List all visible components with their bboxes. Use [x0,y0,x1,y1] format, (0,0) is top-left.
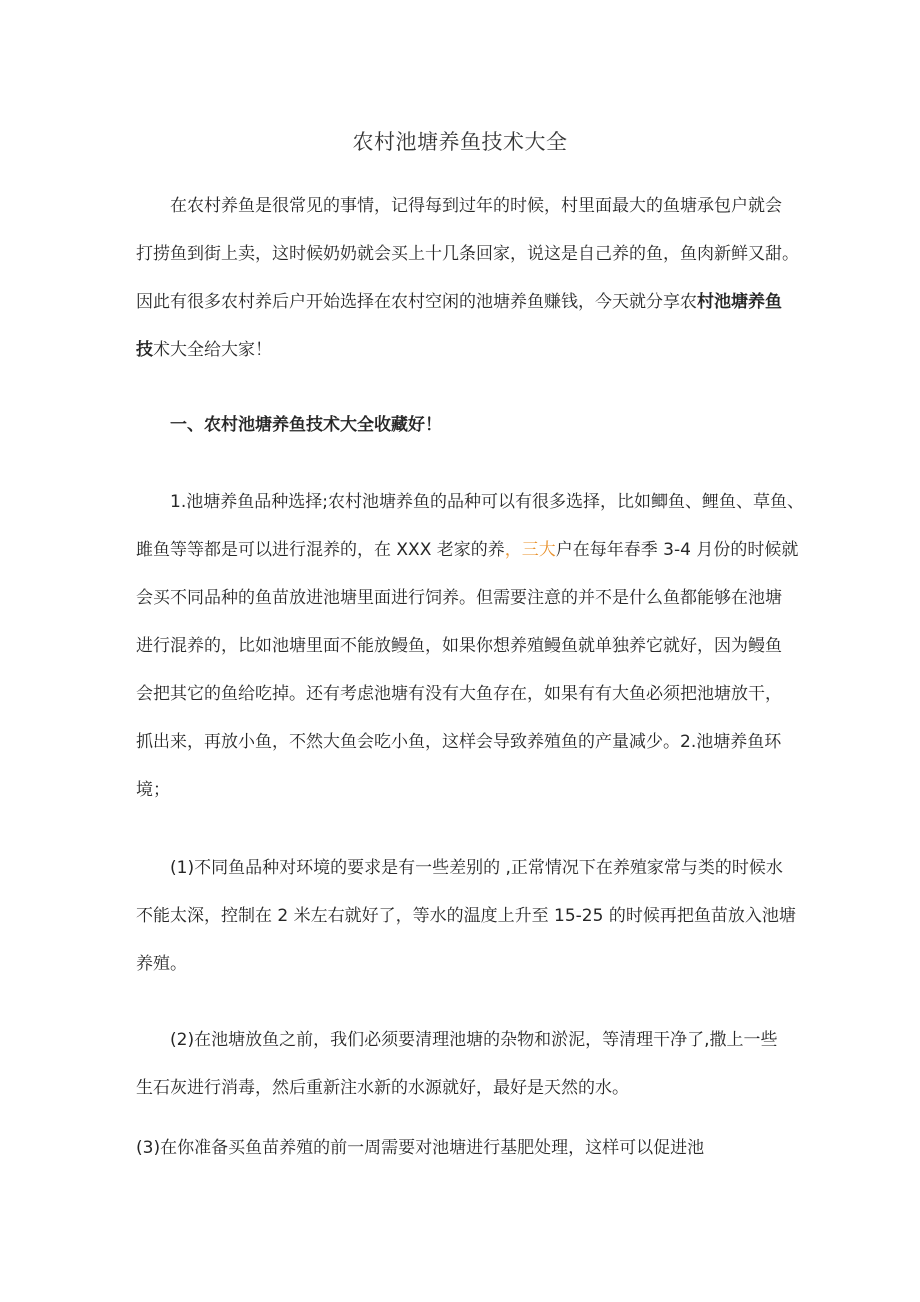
intro-line-4 [136,338,796,362]
para2-line-1: (1)不同鱼品种对环境的要求是有一些差别的 ,正常情况下在养殖家常与类的时候水 [170,858,783,878]
intro-line-3 [136,290,796,314]
intro-line-1: 在农村养鱼是很常见的事情，记得每到过年的时候，村里面最大的鱼塘承包户就会 [170,196,782,216]
document-title: 农村池塘养鱼技术大全 [352,130,568,154]
para1-line-3: 会买不同品种的鱼苗放进池塘里面进行饲养。但需要注意的并不是什么鱼都能够在池塘 [136,588,782,608]
intro-line-4-text: 术大全给大家！ [153,340,272,360]
para2-line-3: 养殖。 [136,954,187,974]
intro-line-3-bold: 村池塘养鱼 [697,292,782,312]
para1-line-1: 1.池塘养鱼品种选择;农村池塘养鱼的品种可以有很多选择，比如鲫鱼、鲤鱼、草鱼、 [170,492,804,512]
intro-line-4-bold: 技 [136,340,153,360]
para1-line-2-a: 雎鱼等等都是可以进行混养的，在 XXX 老家的养 [136,540,505,560]
para4-line-1: (3)在你准备买鱼苗养殖的前一周需要对池塘进行基肥处理，这样可以促进池 [136,1138,705,1158]
para3-line-2: 生石灰进行消毒，然后重新注水新的水源就好，最好是天然的水。 [136,1078,629,1098]
para1-line-2 [136,538,799,562]
intro-line-3-text: 因此有很多农村养后户开始选择在农村空闲的池塘养鱼赚钱，今天就分享农 [136,292,697,312]
para1-line-4: 进行混养的，比如池塘里面不能放鳗鱼，如果你想养殖鳗鱼就单独养它就好，因为鳗鱼 [136,636,782,656]
para2-line-2: 不能太深，控制在 2 米左右就好了，等水的温度上升至 15-25 的时候再把鱼苗放入池塘 [136,906,796,926]
highlighted-text: ，三大 [504,540,556,560]
intro-line-2: 打捞鱼到街上卖，这时候奶奶就会买上十几条回家，说这是自己养的鱼，鱼肉新鲜又甜。 [136,244,799,264]
para1-line-6: 抓出来，再放小鱼，不然大鱼会吃小鱼，这样会导致养殖鱼的产量减少。2.池塘养鱼环 [136,732,782,752]
para1-line-2-b: 户在每年春季 3-4 月份的时候就 [555,540,799,560]
section-heading: 一、农村池塘养鱼技术大全收藏好！ [170,415,442,435]
para1-line-5: 会把其它的鱼给吃掉。还有考虑池塘有没有大鱼存在，如果有有大鱼必须把池塘放干， [136,684,782,704]
para3-line-1: (2)在池塘放鱼之前，我们必须要清理池塘的杂物和淤泥，等清理干净了,撒上一些 [170,1030,778,1050]
para1-line-7: 境； [136,780,170,800]
